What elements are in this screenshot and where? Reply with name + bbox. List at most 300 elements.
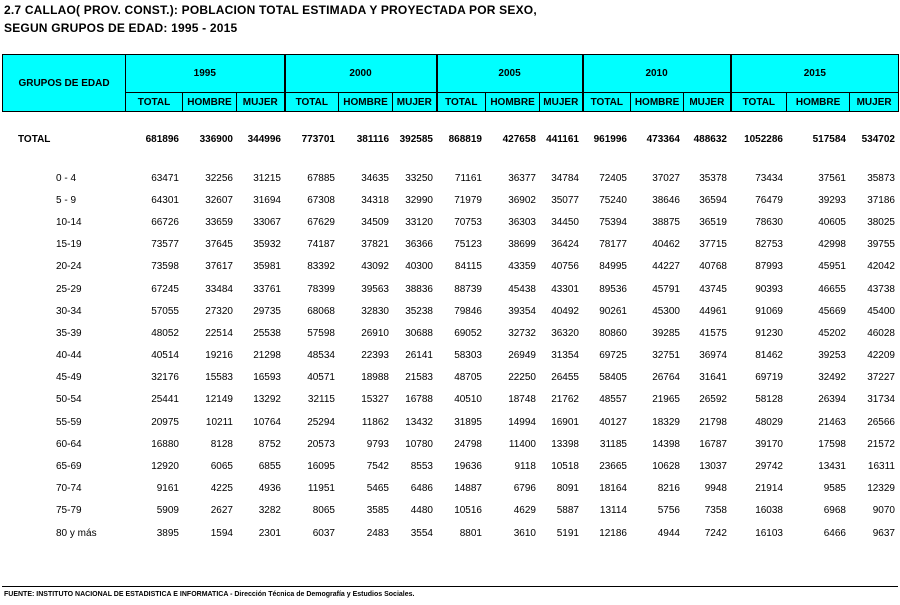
table-cell: 37027	[652, 172, 680, 184]
table-cell: 13037	[699, 461, 727, 473]
table-cell: 57598	[307, 327, 335, 339]
table-cell: 76479	[755, 194, 783, 206]
table-cell: 34318	[361, 194, 389, 206]
age-group-label: 25-29	[56, 283, 82, 295]
table-cell: 66726	[151, 216, 179, 228]
table-cell: 43745	[699, 283, 727, 295]
table-cell: 29742	[755, 461, 783, 473]
total-label: TOTAL	[18, 133, 51, 145]
table-cell: 38699	[508, 239, 536, 251]
table-cell: 35932	[253, 239, 281, 251]
table-row	[2, 522, 898, 544]
table-cell: 64301	[151, 194, 179, 206]
header-year-2010: 2010	[583, 55, 731, 93]
table-cell: 5909	[156, 505, 179, 517]
table-cell: 16038	[755, 505, 783, 517]
table-cell: 7242	[704, 527, 727, 539]
table-cell: 6968	[823, 505, 846, 517]
table-row	[2, 345, 898, 367]
table-cell: 16901	[551, 416, 579, 428]
table-cell: 45438	[508, 283, 536, 295]
table-cell: 21463	[818, 416, 846, 428]
table-cell: 13114	[599, 505, 627, 517]
table-cell: 90393	[755, 283, 783, 295]
table-cell: 26566	[867, 416, 895, 428]
table-cell: 69052	[454, 327, 482, 339]
table-cell: 43359	[508, 261, 536, 273]
table-cell: 20975	[151, 416, 179, 428]
table-cell: 75123	[454, 239, 482, 251]
table-row	[2, 389, 898, 411]
table-row	[2, 189, 898, 211]
table-cell: 18329	[652, 416, 680, 428]
table-cell: 21583	[405, 372, 433, 384]
age-group-label: 75-79	[56, 505, 82, 517]
subheader-total: TOTAL	[583, 93, 631, 112]
table-cell: 39293	[818, 194, 846, 206]
table-cell: 33250	[405, 172, 433, 184]
total-row	[2, 128, 898, 150]
table-cell: 7358	[704, 505, 727, 517]
table-cell: 35077	[551, 194, 579, 206]
table-cell: 11951	[307, 483, 335, 495]
table-cell: 36902	[508, 194, 536, 206]
table-cell: 16103	[755, 527, 783, 539]
table-cell: 5191	[556, 527, 579, 539]
table-cell: 48705	[454, 372, 482, 384]
table-row	[2, 300, 898, 322]
table-cell: 8128	[210, 438, 233, 450]
table-cell: 36320	[551, 327, 579, 339]
table-cell: 2627	[210, 505, 233, 517]
table-cell: 26764	[652, 372, 680, 384]
table-cell: 67629	[307, 216, 335, 228]
table-cell: 72405	[599, 172, 627, 184]
table-cell: 4936	[258, 483, 281, 495]
header-year-2005: 2005	[437, 55, 583, 93]
total-cell: 473364	[646, 133, 680, 145]
table-cell: 12329	[867, 483, 895, 495]
table-cell: 41575	[699, 327, 727, 339]
total-cell: 534702	[861, 133, 895, 145]
subheader-mujer: MUJER	[684, 93, 731, 112]
table-cell: 3585	[366, 505, 389, 517]
table-cell: 88739	[454, 283, 482, 295]
age-group-label: 70-74	[56, 483, 82, 495]
table-cell: 3895	[156, 527, 179, 539]
table-cell: 5756	[657, 505, 680, 517]
table-cell: 21798	[699, 416, 727, 428]
subheader-mujer: MUJER	[850, 93, 899, 112]
table-cell: 10516	[454, 505, 482, 517]
table-cell: 14994	[508, 416, 536, 428]
table-cell: 8091	[556, 483, 579, 495]
table-cell: 38025	[867, 216, 895, 228]
table-cell: 45951	[818, 261, 846, 273]
total-cell: 336900	[199, 133, 233, 145]
table-cell: 45669	[818, 305, 846, 317]
table-cell: 48534	[307, 350, 335, 362]
table-cell: 26141	[405, 350, 433, 362]
age-group-label: 30-34	[56, 305, 82, 317]
table-cell: 35873	[867, 172, 895, 184]
table-cell: 32830	[361, 305, 389, 317]
subheader-hombre: HOMBRE	[787, 93, 850, 112]
table-cell: 91069	[755, 305, 783, 317]
total-cell: 427658	[502, 133, 536, 145]
table-cell: 58405	[599, 372, 627, 384]
table-cell: 39170	[755, 438, 783, 450]
table-cell: 40514	[151, 350, 179, 362]
table-cell: 8216	[657, 483, 680, 495]
table-cell: 21762	[551, 394, 579, 406]
table-cell: 20573	[307, 438, 335, 450]
age-group-label: 60-64	[56, 438, 82, 450]
table-cell: 32751	[652, 350, 680, 362]
table-cell: 35981	[253, 261, 281, 273]
table-cell: 31185	[599, 438, 627, 450]
table-cell: 35378	[699, 172, 727, 184]
table-cell: 9948	[704, 483, 727, 495]
table-cell: 12920	[151, 461, 179, 473]
table-cell: 18748	[508, 394, 536, 406]
table-cell: 9161	[156, 483, 179, 495]
table-row	[2, 322, 898, 344]
age-group-label: 20-24	[56, 261, 82, 273]
table-cell: 39563	[361, 283, 389, 295]
table-cell: 46028	[867, 327, 895, 339]
table-cell: 21572	[867, 438, 895, 450]
table-cell: 22250	[508, 372, 536, 384]
table-cell: 37561	[818, 172, 846, 184]
table-row	[2, 256, 898, 278]
table-cell: 67885	[307, 172, 335, 184]
table-cell: 45300	[652, 305, 680, 317]
subheader-hombre: HOMBRE	[631, 93, 684, 112]
table-cell: 48557	[599, 394, 627, 406]
table-cell: 21965	[652, 394, 680, 406]
table-cell: 84995	[599, 261, 627, 273]
age-group-label: 15-19	[56, 239, 82, 251]
table-cell: 5465	[366, 483, 389, 495]
table-cell: 19636	[454, 461, 482, 473]
table-cell: 36594	[699, 194, 727, 206]
table-cell: 13432	[405, 416, 433, 428]
table-cell: 31694	[253, 194, 281, 206]
table-cell: 22514	[205, 327, 233, 339]
table-cell: 6466	[823, 527, 846, 539]
table-cell: 45400	[867, 305, 895, 317]
table-cell: 34509	[361, 216, 389, 228]
table-row	[2, 411, 898, 433]
table-cell: 15327	[361, 394, 389, 406]
table-cell: 81462	[755, 350, 783, 362]
table-cell: 36424	[551, 239, 579, 251]
table-cell: 39755	[867, 239, 895, 251]
table-cell: 63471	[151, 172, 179, 184]
subheader-hombre: HOMBRE	[183, 93, 237, 112]
table-row	[2, 211, 898, 233]
table-cell: 4480	[410, 505, 433, 517]
header-table	[2, 54, 899, 112]
table-title-line-1: 2.7 CALLAO( PROV. CONST.): POBLACION TOTAL ESTIMADA Y PROYECTADA POR SEXO,	[4, 3, 537, 17]
table-cell: 57055	[151, 305, 179, 317]
table-cell: 36303	[508, 216, 536, 228]
table-cell: 25441	[151, 394, 179, 406]
header-year-2015: 2015	[731, 55, 899, 93]
table-cell: 6037	[312, 527, 335, 539]
table-cell: 9637	[872, 527, 895, 539]
table-cell: 33761	[253, 283, 281, 295]
table-cell: 38646	[652, 194, 680, 206]
table-cell: 34784	[551, 172, 579, 184]
table-cell: 45202	[818, 327, 846, 339]
table-cell: 37186	[867, 194, 895, 206]
table-cell: 37645	[205, 239, 233, 251]
table-cell: 31641	[699, 372, 727, 384]
table-cell: 12149	[205, 394, 233, 406]
table-cell: 15583	[205, 372, 233, 384]
table-cell: 11400	[508, 438, 536, 450]
table-cell: 80860	[599, 327, 627, 339]
table-row	[2, 433, 898, 455]
table-cell: 9585	[823, 483, 846, 495]
table-cell: 8801	[459, 527, 482, 539]
subheader-mujer: MUJER	[540, 93, 583, 112]
table-cell: 32176	[151, 372, 179, 384]
table-cell: 34635	[361, 172, 389, 184]
table-cell: 2483	[366, 527, 389, 539]
table-cell: 43738	[867, 283, 895, 295]
table-cell: 6065	[210, 461, 233, 473]
total-cell: 681896	[145, 133, 179, 145]
subheader-mujer: MUJER	[237, 93, 285, 112]
table-cell: 14398	[652, 438, 680, 450]
table-cell: 75394	[599, 216, 627, 228]
table-cell: 83392	[307, 261, 335, 273]
table-cell: 31734	[867, 394, 895, 406]
table-row	[2, 367, 898, 389]
table-cell: 40510	[454, 394, 482, 406]
table-cell: 67245	[151, 283, 179, 295]
table-cell: 58303	[454, 350, 482, 362]
table-cell: 40300	[405, 261, 433, 273]
subheader-hombre: HOMBRE	[486, 93, 540, 112]
header-year-1995: 1995	[126, 55, 285, 93]
subheader-hombre: HOMBRE	[339, 93, 393, 112]
table-cell: 18164	[599, 483, 627, 495]
subheader-total: TOTAL	[437, 93, 486, 112]
table-cell: 25294	[307, 416, 335, 428]
table-cell: 36366	[405, 239, 433, 251]
table-cell: 58128	[755, 394, 783, 406]
table-cell: 26592	[699, 394, 727, 406]
table-cell: 16095	[307, 461, 335, 473]
table-cell: 40571	[307, 372, 335, 384]
table-cell: 24798	[454, 438, 482, 450]
age-group-label: 45-49	[56, 372, 82, 384]
table-cell: 8752	[258, 438, 281, 450]
subheader-total: TOTAL	[126, 93, 183, 112]
table-cell: 2301	[258, 527, 281, 539]
table-cell: 27320	[205, 305, 233, 317]
table-cell: 40768	[699, 261, 727, 273]
table-cell: 39253	[818, 350, 846, 362]
table-cell: 16593	[253, 372, 281, 384]
table-cell: 13431	[818, 461, 846, 473]
table-cell: 31895	[454, 416, 482, 428]
table-cell: 46655	[818, 283, 846, 295]
table-cell: 79846	[454, 305, 482, 317]
table-cell: 3282	[258, 505, 281, 517]
table-cell: 38875	[652, 216, 680, 228]
table-cell: 42042	[867, 261, 895, 273]
table-cell: 34450	[551, 216, 579, 228]
table-row	[2, 478, 898, 500]
table-cell: 40492	[551, 305, 579, 317]
age-group-label: 10-14	[56, 216, 82, 228]
table-cell: 48029	[755, 416, 783, 428]
table-cell: 25538	[253, 327, 281, 339]
table-title-line-2: SEGUN GRUPOS DE EDAD: 1995 - 2015	[4, 21, 238, 35]
table-cell: 19216	[205, 350, 233, 362]
table-cell: 16787	[699, 438, 727, 450]
table-cell: 10211	[205, 416, 233, 428]
table-cell: 73434	[755, 172, 783, 184]
total-cell: 868819	[448, 133, 482, 145]
table-cell: 26455	[551, 372, 579, 384]
table-cell: 37227	[867, 372, 895, 384]
table-cell: 37617	[205, 261, 233, 273]
table-cell: 90261	[599, 305, 627, 317]
table-cell: 43092	[361, 261, 389, 273]
table-row	[2, 234, 898, 256]
table-cell: 26394	[818, 394, 846, 406]
table-cell: 44961	[699, 305, 727, 317]
table-cell: 33067	[253, 216, 281, 228]
table-cell: 48052	[151, 327, 179, 339]
total-cell: 344996	[247, 133, 281, 145]
age-group-label: 80 y más	[56, 527, 97, 539]
table-row	[2, 455, 898, 477]
table-cell: 13398	[551, 438, 579, 450]
table-cell: 68068	[307, 305, 335, 317]
table-cell: 70753	[454, 216, 482, 228]
table-row	[2, 167, 898, 189]
table-row	[2, 278, 898, 300]
table-cell: 26949	[508, 350, 536, 362]
table-cell: 40127	[599, 416, 627, 428]
table-cell: 22393	[361, 350, 389, 362]
table-cell: 73598	[151, 261, 179, 273]
table-cell: 32607	[205, 194, 233, 206]
age-group-label: 50-54	[56, 394, 82, 406]
table-cell: 10780	[405, 438, 433, 450]
table-cell: 67308	[307, 194, 335, 206]
table-cell: 37821	[361, 239, 389, 251]
table-cell: 82753	[755, 239, 783, 251]
age-group-label: 65-69	[56, 461, 82, 473]
table-cell: 4225	[210, 483, 233, 495]
table-cell: 73577	[151, 239, 179, 251]
table-cell: 23665	[599, 461, 627, 473]
subheader-total: TOTAL	[731, 93, 787, 112]
table-cell: 36377	[508, 172, 536, 184]
table-cell: 39285	[652, 327, 680, 339]
total-cell: 1052286	[744, 133, 783, 145]
table-cell: 33120	[405, 216, 433, 228]
total-cell: 392585	[399, 133, 433, 145]
table-cell: 6486	[410, 483, 433, 495]
table-cell: 69725	[599, 350, 627, 362]
table-cell: 40462	[652, 239, 680, 251]
table-cell: 36974	[699, 350, 727, 362]
data-table	[2, 128, 898, 544]
table-cell: 18988	[361, 372, 389, 384]
total-cell: 517584	[812, 133, 846, 145]
table-cell: 9793	[366, 438, 389, 450]
table-cell: 37715	[699, 239, 727, 251]
table-cell: 26910	[361, 327, 389, 339]
table-cell: 71161	[454, 172, 482, 184]
table-cell: 12186	[599, 527, 627, 539]
table-cell: 78177	[599, 239, 627, 251]
table-cell: 31215	[253, 172, 281, 184]
table-cell: 3610	[513, 527, 536, 539]
age-group-label: 55-59	[56, 416, 82, 428]
total-cell: 381116	[356, 133, 389, 145]
table-cell: 39354	[508, 305, 536, 317]
table-cell: 43301	[551, 283, 579, 295]
total-cell: 488632	[693, 133, 727, 145]
table-row	[2, 500, 898, 522]
table-cell: 13292	[253, 394, 281, 406]
table-cell: 44227	[652, 261, 680, 273]
table-cell: 6796	[513, 483, 536, 495]
table-cell: 42209	[867, 350, 895, 362]
table-cell: 31354	[551, 350, 579, 362]
table-cell: 3554	[410, 527, 433, 539]
table-cell: 32732	[508, 327, 536, 339]
table-cell: 16788	[405, 394, 433, 406]
table-cell: 6855	[258, 461, 281, 473]
table-cell: 29735	[253, 305, 281, 317]
table-cell: 69719	[755, 372, 783, 384]
table-cell: 45791	[652, 283, 680, 295]
age-group-label: 40-44	[56, 350, 82, 362]
table-cell: 1594	[210, 527, 233, 539]
age-group-label: 0 - 4	[56, 172, 77, 184]
table-cell: 7542	[366, 461, 389, 473]
table-cell: 32492	[818, 372, 846, 384]
table-cell: 5887	[556, 505, 579, 517]
table-cell: 84115	[454, 261, 482, 273]
table-cell: 11862	[361, 416, 389, 428]
table-cell: 32990	[405, 194, 433, 206]
table-cell: 36519	[699, 216, 727, 228]
table-cell: 33484	[205, 283, 233, 295]
table-cell: 40756	[551, 261, 579, 273]
table-cell: 32115	[307, 394, 335, 406]
header-group-label: GRUPOS DE EDAD	[3, 55, 126, 112]
table-cell: 9118	[514, 461, 536, 473]
table-cell: 21914	[755, 483, 783, 495]
table-cell: 35238	[405, 305, 433, 317]
table-cell: 40605	[818, 216, 846, 228]
table-cell: 42998	[818, 239, 846, 251]
table-cell: 87993	[755, 261, 783, 273]
table-cell: 16880	[151, 438, 179, 450]
